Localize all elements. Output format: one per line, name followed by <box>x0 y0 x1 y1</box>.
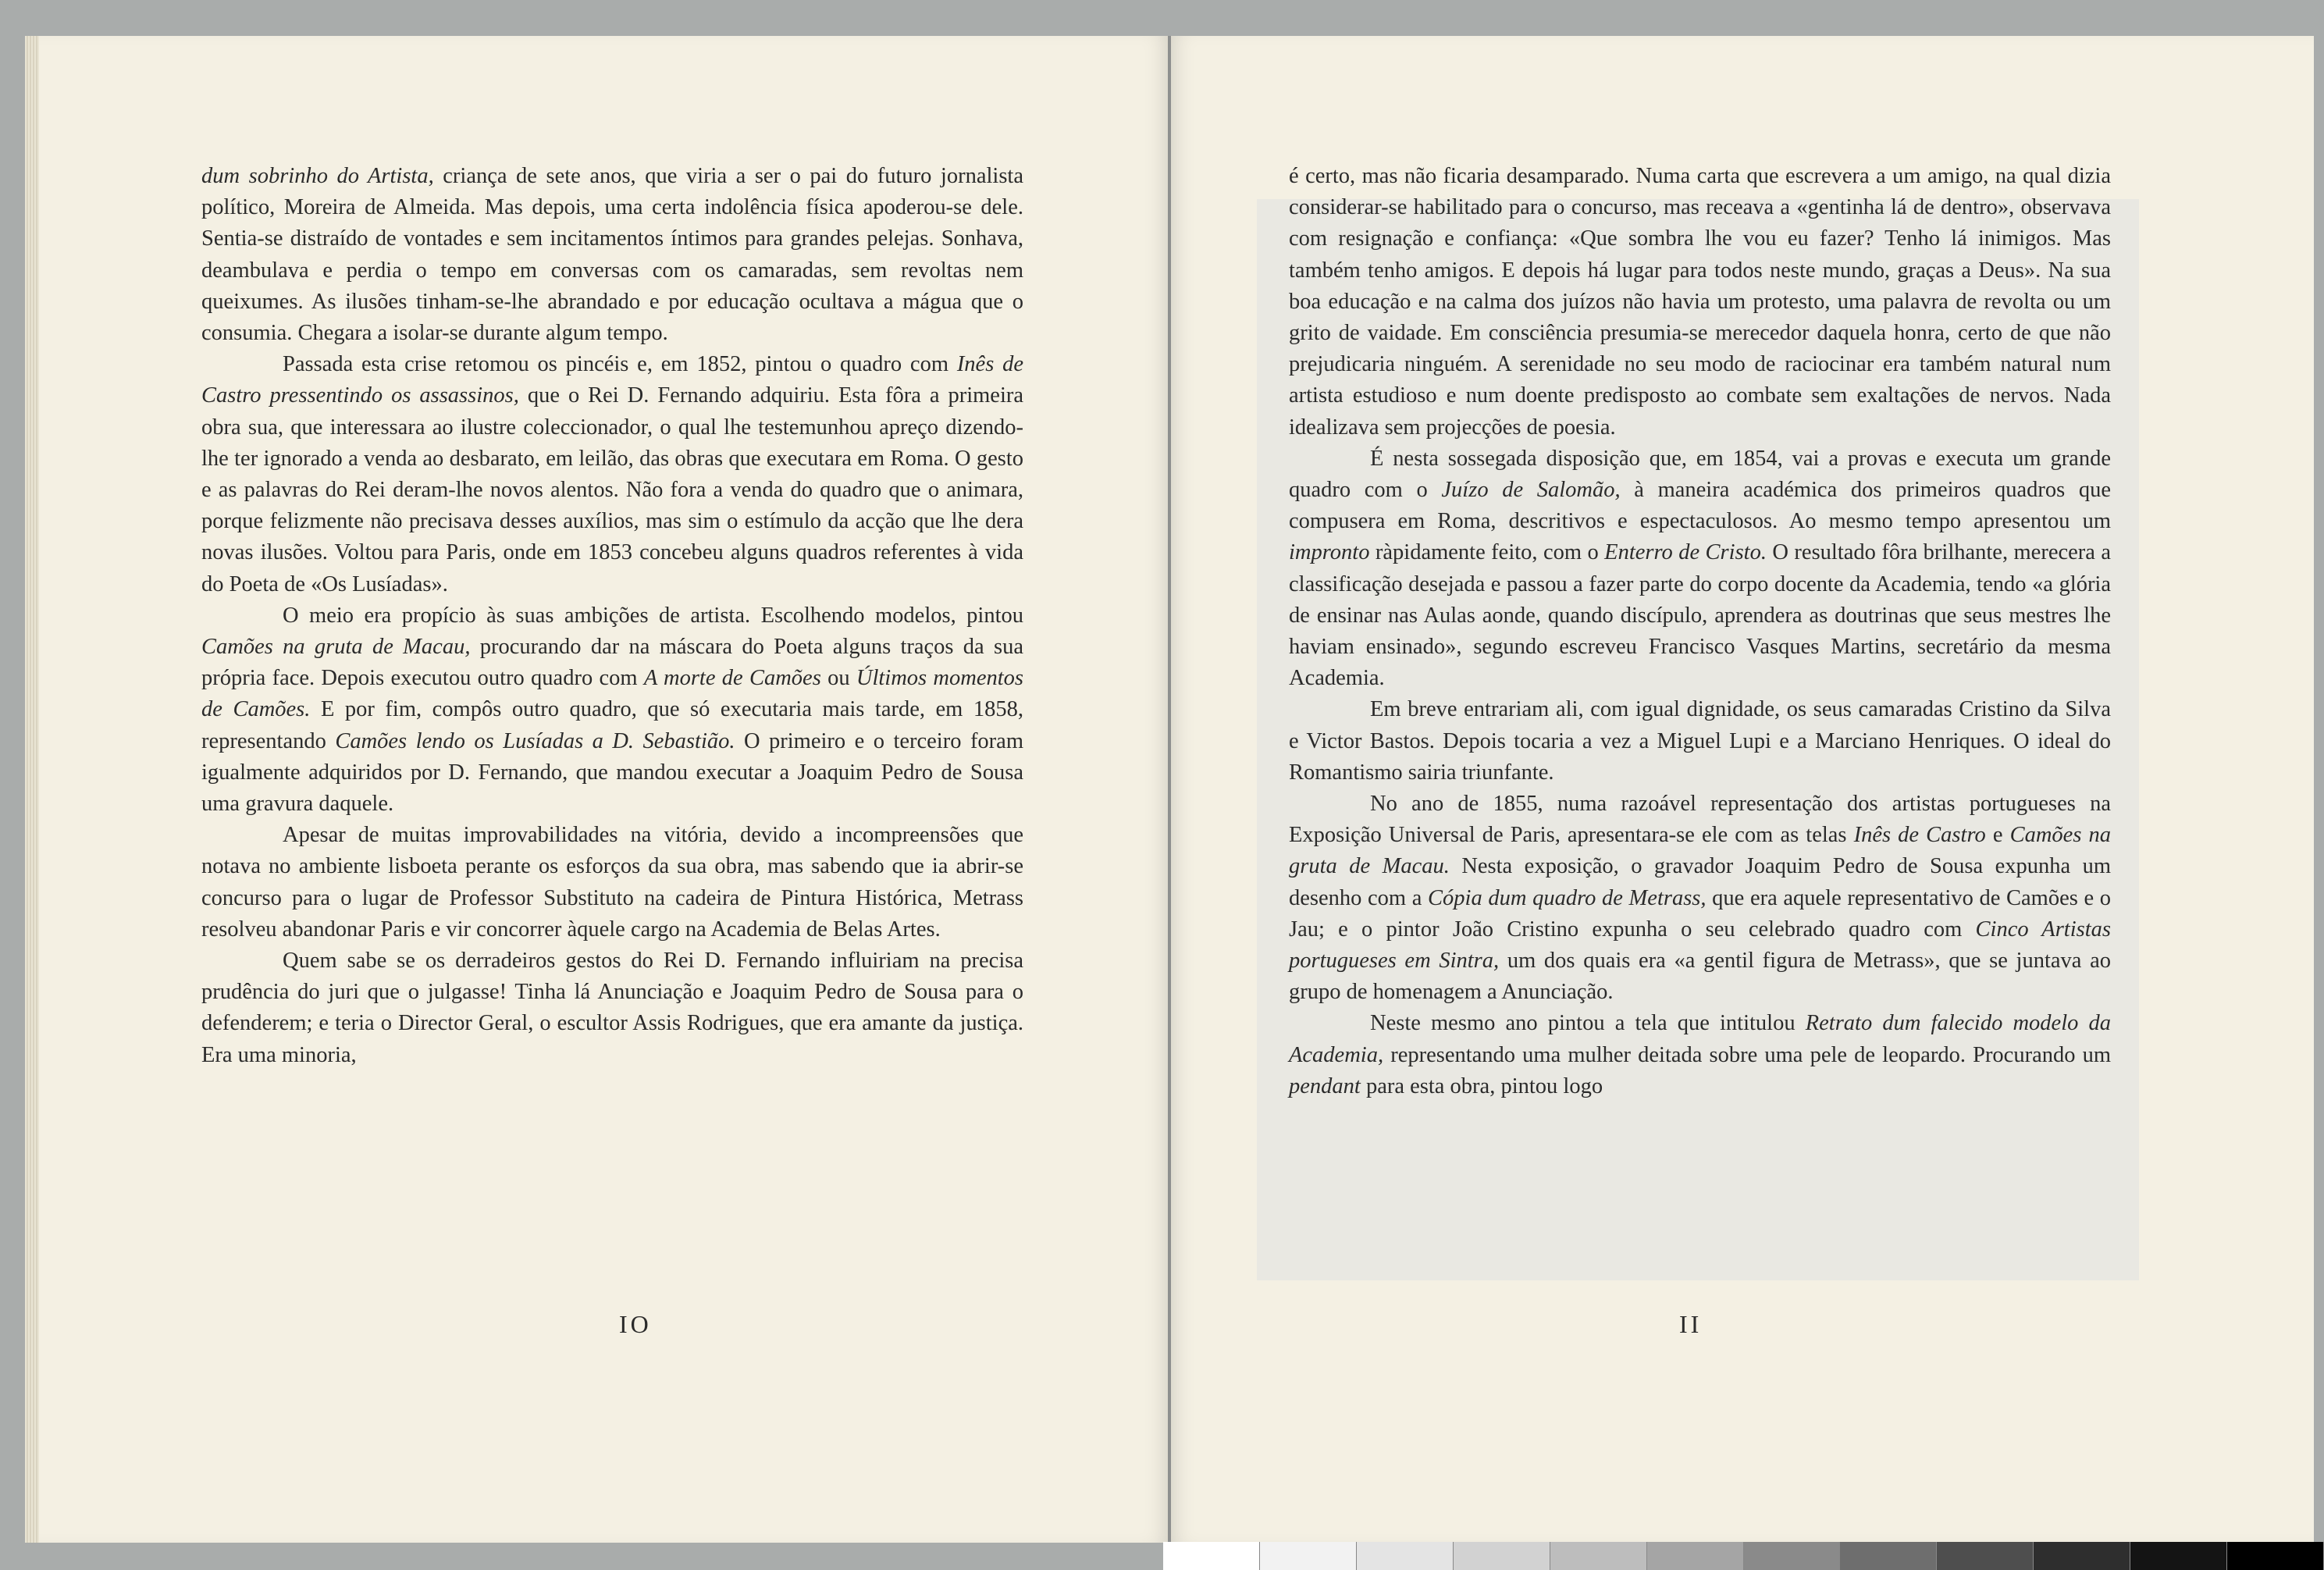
page-edges <box>25 36 39 1543</box>
right-page-body <box>1289 161 2111 1102</box>
italic-title: Inês de Castro pressentindo os assassinos, <box>201 352 1023 408</box>
italic-title: Cópia dum quadro de Metrass, <box>1428 885 1707 910</box>
italic-title: A morte de Camões <box>643 666 821 691</box>
text-run: para esta obra, pintou logo <box>1360 1073 1603 1098</box>
text-run: ou <box>820 666 856 691</box>
italic-title: impronto <box>1289 540 1370 565</box>
text-run: criança de sete anos, que viria a ser o pai do futuro jornalista político, Moreira de Almeida. Mas depois, uma certa indolência física apoderou-se dele. Sentia-se distraído de vontades e sem incitamentos íntimos para grandes pelejas. Sonhava, deambulava e perdia o tempo em conversas com os camaradas, sem revoltas nem queixumes. As ilusões tinham-se-lhe abrandado e por educação ocultava a mágua que o consumia. Chegara a isolar-se durante algum tempo. <box>201 164 1023 346</box>
paragraph <box>1289 694 2111 789</box>
italic-title: Inês de Castro <box>1853 823 1986 848</box>
text-run: E por fim, compôs outro quadro, que só executaria mais tarde, em 1858, representando <box>201 697 1024 753</box>
italic-title: Camões na gruta de Macau, <box>201 635 471 660</box>
text-run: representando uma mulher deitada sobre uma pele de leopardo. Procurando um <box>1383 1042 2111 1067</box>
italic-title: Cinco Artistas portugueses em Sintra, <box>1289 917 2111 974</box>
text-run: procurando dar na máscara do Poeta alguns traços da sua própria face. Depois executou outro quadro com <box>201 635 1023 691</box>
text-run: O meio era propício às suas ambições de artista. Escolhendo modelos, pintou <box>283 603 1023 628</box>
paragraph <box>1289 789 2111 1008</box>
text-run: que o Rei D. Fernando adquiriu. Esta fôra a primeira obra sua, que interessara ao ilustre coleccionador, o qual lhe testemunhou apreço dizendo-lhe ter ignorado a venda ao desbarato, em leilão, das obras que executara em Roma. O gesto e as palavras do Rei deram-lhe novos alentos. Não fora a venda do quadro que o animara, porque felizmente não precisava desses auxílios, mas sim o estímulo da acção que lhe dera novas ilusões. Voltou para Paris, onde em 1853 concebeu alguns quadros referentes à vida do Poeta de «Os Lusíadas». <box>201 383 1024 596</box>
left-page-body <box>201 161 1023 1071</box>
paragraph <box>1289 1008 2111 1102</box>
italic-title: Retrato dum falecido modelo da Academia, <box>1289 1011 2112 1067</box>
text-run: é certo, mas não ficaria desamparado. Numa carta que escrevera a um amigo, na qual dizia considerar-se habilitado para o concurso, mas receava a «gentinha lá de dentro», observava com resignação e confiança: «Que sombra lhe vou eu fazer? Tenho lá inimigos. Mas também tenho amigos. E depois há lugar para todos neste mundo, graças a Deus». Na sua boa educação e na calma dos juízos não havia um protesto, uma palavra de revolta ou um grito de vaidade. Em consciência presumia-se merecedor daquela honra, certo de que não prejudicaria ninguém. A serenidade no seu modo de raciocinar era também natural num artista estudioso e num doente predisposto ao combate sem exaltações de nervos. Nada idealizava sem projecções de poesia. <box>1289 164 2111 440</box>
text-run: Passada esta crise retomou os pincéis e, em 1852, pintou o quadro com <box>283 352 957 377</box>
italic-title: Camões na gruta de Macau. <box>1289 823 2112 879</box>
text-run: Nesta exposição, o gravador Joaquim Pedro de Sousa expunha um desenho com a <box>1289 854 2111 910</box>
paragraph <box>201 945 1023 1071</box>
paragraph <box>1289 161 2111 443</box>
text-run: que era aquele representativo de Camões e o Jau; e o pintor João Cristino expunha o seu celebrado quadro com <box>1289 885 2111 942</box>
italic-title: Últimos momentos de Camões. <box>201 666 1023 722</box>
text-run: à maneira académica dos primeiros quadros que compusera em Roma, descritivos e espectaculosos. Ao mesmo tempo apresentou um <box>1289 478 2112 534</box>
text-run: O resultado fôra brilhante, merecera a classificação desejada e passou a fazer parte do corpo docente da Academia, tendo «a glória de ensinar nas Aulas aonde, quando discípulo, aprendera as doutrinas que seus mestres lhe haviam ensinado», segundo escreveu Francisco Vasques Martins, secretário da mesma Academia. <box>1289 540 2112 691</box>
italic-title: Camões lendo os Lusíadas a D. Sebastião. <box>335 728 735 753</box>
paragraph <box>201 820 1023 945</box>
text-run: Apesar de muitas improvabilidades na vitória, devido a incompreensões que notava no ambiente lisboeta perante os esforços da sua obra, mas sabendo que ia abrir-se concurso para o lugar de Professor Substituto na cadeira de Pintura Histórica, Metrass resolveu abandonar Paris e vir concorrer àquele cargo na Academia de Belas Artes. <box>201 823 1023 942</box>
text-run: e <box>1985 823 2010 848</box>
italic-title: dum sobrinho do Artista, <box>201 164 434 188</box>
text-run: Quem sabe se os derradeiros gestos do Rei D. Fernando influiriam na precisa prudência do juri que o julgasse! Tinha lá Anunciação e Joaquim Pedro de Sousa para o defenderem; e teria o Director Geral, o escultor Assis Rodrigues, que era amante da justiça. Era uma minoria, <box>201 949 1023 1067</box>
paragraph <box>201 161 1023 349</box>
paragraph <box>201 600 1023 820</box>
text-run: Em breve entrariam ali, com igual dignidade, os seus camaradas Cristino da Silva e Victor Bastos. Depois tocaria a vez a Miguel Lupi e a Marciano Henriques. O ideal do Romantismo sairia triunfante. <box>1289 697 2111 785</box>
text-run: um dos quais era «a gentil figura de Metrass», que se juntava ao grupo de homenagem a Anunciação. <box>1289 949 2111 1005</box>
color-calibration-strip <box>1163 1542 2324 1570</box>
italic-title: Juízo de Salomão, <box>1441 478 1621 503</box>
italic-title: pendant <box>1289 1073 1361 1098</box>
paragraph <box>1289 443 2111 695</box>
text-run: O primeiro e o terceiro foram igualmente adquiridos por D. Fernando, que mandou executar a Joaquim Pedro de Sousa uma gravura daquele. <box>201 728 1023 817</box>
right-page-number: II <box>1679 1310 1703 1338</box>
text-run: Neste mesmo ano pintou a tela que intitulou <box>1370 1011 1806 1036</box>
text-run: No ano de 1855, numa razoável representação dos artistas portugueses na Exposição Universal de Paris, apresentara-se ele com as telas <box>1289 792 2111 848</box>
text-run: É nesta sossegada disposição que, em 1854, vai a provas e executa um grande quadro com o <box>1289 446 2111 503</box>
text-run: ràpidamente feito, com o <box>1369 540 1605 565</box>
left-page-number: IO <box>619 1310 652 1338</box>
italic-title: Enterro de Cristo. <box>1604 540 1767 565</box>
paragraph <box>201 349 1023 600</box>
